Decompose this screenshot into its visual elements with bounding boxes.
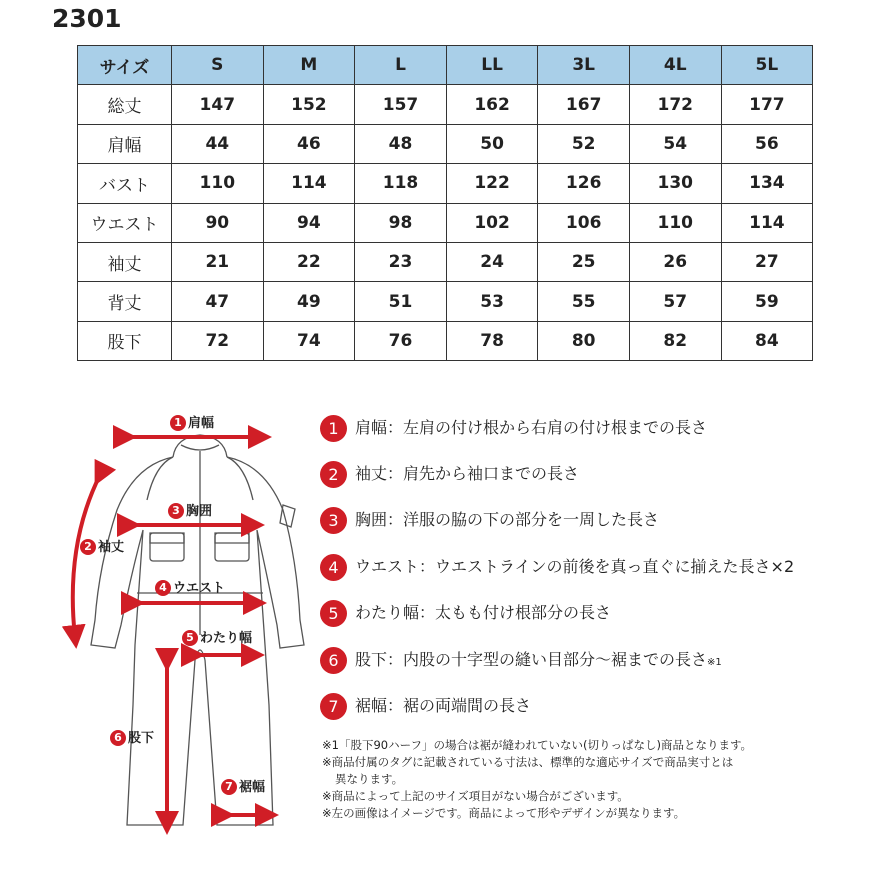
table-cell: 56	[721, 124, 813, 163]
table-cell: 53	[446, 282, 538, 321]
table-cell: 110	[629, 203, 721, 242]
note-line: 異なります。	[335, 772, 404, 786]
number-badge: 1	[170, 415, 186, 431]
label-text: わたり幅	[200, 631, 253, 646]
label-text: 肩幅	[188, 416, 215, 431]
table-cell: 102	[446, 203, 538, 242]
table-cell: 47	[172, 282, 264, 321]
label-text: 胸囲	[186, 504, 213, 519]
number-badge: 7	[221, 779, 237, 795]
table-row	[78, 321, 813, 360]
table-cell: 52	[538, 124, 630, 163]
table-cell: 167	[538, 85, 630, 124]
table-cell: 74	[263, 321, 355, 360]
note-line: ※左の画像はイメージです。商品によって形やデザインが異なります。	[322, 806, 686, 820]
definition-term: 胸囲	[355, 510, 388, 529]
header-cell: 5L	[721, 46, 813, 85]
table-row	[78, 124, 813, 163]
header-cell: 3L	[538, 46, 630, 85]
table-cell: 78	[446, 321, 538, 360]
table-cell: 172	[629, 85, 721, 124]
row-label: 股下	[78, 321, 172, 360]
number-badge: 4	[155, 580, 171, 596]
row-label: ウエスト	[78, 203, 172, 242]
table-cell: 26	[629, 242, 721, 281]
table-cell: 50	[446, 124, 538, 163]
table-cell: 94	[263, 203, 355, 242]
size-table-header-row	[78, 46, 813, 85]
table-cell: 162	[446, 85, 538, 124]
table-cell: 23	[355, 242, 447, 281]
row-label: 背丈	[78, 282, 172, 321]
table-cell: 25	[538, 242, 630, 281]
note-line: ※1「股下90ハーフ」の場合は裾が縫われていない(切りっぱなし)商品となります。	[322, 738, 753, 752]
table-cell: 49	[263, 282, 355, 321]
table-cell: 126	[538, 164, 630, 203]
table-row	[78, 164, 813, 203]
table-cell: 114	[721, 203, 813, 242]
size-table	[77, 45, 813, 361]
row-label: 袖丈	[78, 242, 172, 281]
definition-item: 4 ウエスト：ウエストラインの前後を真っ直ぐに揃えた長さ×2	[320, 552, 794, 582]
definition-item: 7 裾幅：裾の両端間の長さ	[320, 691, 531, 721]
header-cell: S	[172, 46, 264, 85]
table-cell: 147	[172, 85, 264, 124]
definition-item: 6 股下：内股の十字型の縫い目部分～裾までの長さ※1	[320, 645, 722, 675]
definition-desc: 左肩の付け根から右肩の付け根までの長さ	[403, 418, 708, 437]
row-label: 総丈	[78, 85, 172, 124]
number-badge: 6	[320, 647, 347, 674]
definition-term: ウエスト	[355, 557, 420, 576]
table-cell: 80	[538, 321, 630, 360]
note-line: ※商品付属のタグに記載されている寸法は、標準的な適応サイズで商品実寸とは	[322, 755, 734, 769]
number-badge: 4	[320, 554, 347, 581]
table-cell: 24	[446, 242, 538, 281]
table-cell: 27	[721, 242, 813, 281]
table-cell: 134	[721, 164, 813, 203]
table-cell: 22	[263, 242, 355, 281]
number-badge: 3	[320, 507, 347, 534]
diagram-label-chest	[168, 500, 212, 519]
table-cell: 122	[446, 164, 538, 203]
table-cell: 57	[629, 282, 721, 321]
definition-term: 股下	[355, 650, 388, 669]
definition-term: 袖丈	[355, 464, 388, 483]
header-cell: L	[355, 46, 447, 85]
definition-item: 1 肩幅：左肩の付け根から右肩の付け根までの長さ	[320, 413, 707, 443]
table-cell: 21	[172, 242, 264, 281]
diagram-label-hem	[221, 776, 265, 795]
table-cell: 55	[538, 282, 630, 321]
table-cell: 46	[263, 124, 355, 163]
label-text: 裾幅	[239, 780, 266, 795]
number-badge: 3	[168, 503, 184, 519]
table-row	[78, 242, 813, 281]
table-cell: 76	[355, 321, 447, 360]
table-cell: 59	[721, 282, 813, 321]
diagram-label-shoulder	[170, 412, 214, 431]
table-cell: 51	[355, 282, 447, 321]
definition-desc: 内股の十字型の縫い目部分～裾までの長さ	[403, 650, 708, 669]
header-cell: LL	[446, 46, 538, 85]
definition-desc: 太もも付け根部分の長さ	[435, 603, 612, 622]
table-cell: 157	[355, 85, 447, 124]
table-cell: 90	[172, 203, 264, 242]
table-cell: 177	[721, 85, 813, 124]
header-cell: サイズ	[78, 46, 172, 85]
table-cell: 44	[172, 124, 264, 163]
number-badge: 5	[320, 600, 347, 627]
table-cell: 130	[629, 164, 721, 203]
header-cell: 4L	[629, 46, 721, 85]
definition-desc: ウエストラインの前後を真っ直ぐに揃えた長さ×2	[435, 557, 795, 576]
row-label: バスト	[78, 164, 172, 203]
number-badge: 7	[320, 693, 347, 720]
table-cell: 118	[355, 164, 447, 203]
notes	[322, 737, 752, 822]
header-cell: M	[263, 46, 355, 85]
table-cell: 114	[263, 164, 355, 203]
table-row	[78, 282, 813, 321]
diagram-label-sleeve	[80, 536, 124, 555]
footnote-mark: ※1	[707, 657, 722, 668]
table-cell: 72	[172, 321, 264, 360]
table-cell: 98	[355, 203, 447, 242]
number-badge: 2	[80, 539, 96, 555]
table-cell: 54	[629, 124, 721, 163]
label-text: ウエスト	[173, 581, 226, 596]
table-cell: 110	[172, 164, 264, 203]
label-text: 股下	[128, 731, 155, 746]
definition-desc: 肩先から袖口までの長さ	[403, 464, 580, 483]
number-badge: 1	[320, 415, 347, 442]
definition-item: 5 わたり幅：太もも付け根部分の長さ	[320, 598, 611, 628]
number-badge: 5	[182, 630, 198, 646]
definition-term: 裾幅	[355, 696, 388, 715]
table-row	[78, 85, 813, 124]
definition-item: 3 胸囲：洋服の脇の下の部分を一周した長さ	[320, 505, 659, 535]
definition-term: 肩幅	[355, 418, 388, 437]
definition-desc: 裾の両端間の長さ	[403, 696, 532, 715]
table-cell: 48	[355, 124, 447, 163]
row-label: 肩幅	[78, 124, 172, 163]
model-number: 2301	[52, 4, 122, 33]
diagram-label-thigh	[182, 627, 252, 646]
coverall-diagram	[55, 405, 355, 845]
definition-term: わたり幅	[355, 603, 420, 622]
definition-desc: 洋服の脇の下の部分を一周した長さ	[403, 510, 660, 529]
table-cell: 84	[721, 321, 813, 360]
diagram-label-inseam	[110, 727, 154, 746]
definition-item: 2 袖丈：肩先から袖口までの長さ	[320, 459, 579, 489]
diagram-label-waist	[155, 577, 225, 596]
table-cell: 152	[263, 85, 355, 124]
table-cell: 82	[629, 321, 721, 360]
number-badge: 2	[320, 461, 347, 488]
table-row	[78, 203, 813, 242]
label-text: 袖丈	[98, 540, 125, 555]
number-badge: 6	[110, 730, 126, 746]
note-line: ※商品によって上記のサイズ項目がない場合がございます。	[322, 789, 629, 803]
table-cell: 106	[538, 203, 630, 242]
